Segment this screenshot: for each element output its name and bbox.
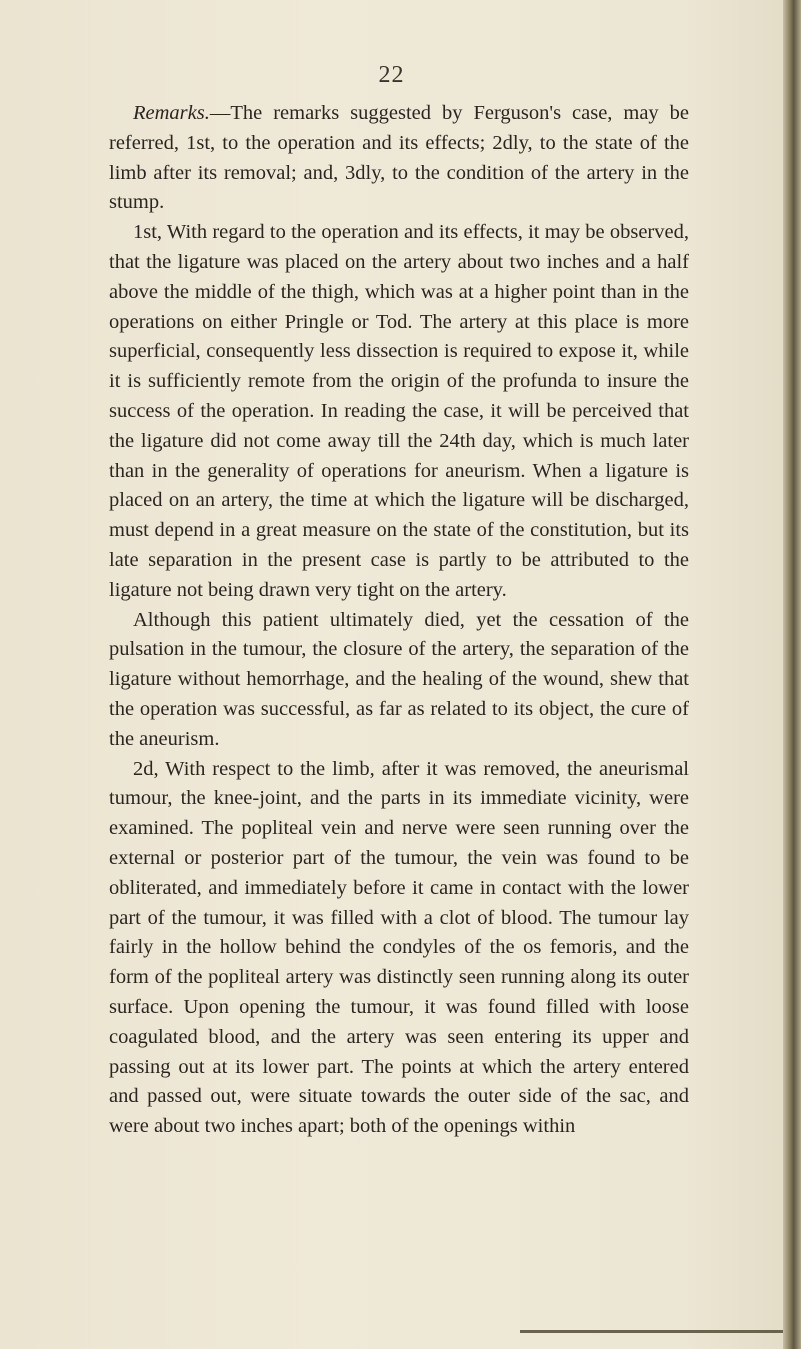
bottom-rule: [520, 1330, 783, 1333]
page-number: 22: [378, 62, 405, 88]
paragraph-operation: 1st, With regard to the operation and its effects, it may be observed, that the ligature was placed on the artery about two inches and a half above the middle of the thigh, which was at a higher point than in the operations on either Pringle or Tod. The artery at this place is more superficial, consequently less dissection is required to expose it, while it is sufficiently remote from the origin of the profunda to insure the success of the operation. In reading the case, it will be perceived that the ligature did not come away till the 24th day, which is much later than in the generality of operations for aneurism. When a ligature is placed on an artery, the time at which the ligature will be discharged, must depend in a great measure on the state of the constitution, but its late separation in the present case is partly to be attributed to the ligature not being drawn very tight on the artery.: [109, 221, 689, 601]
page-edge-shadow: [783, 0, 801, 1349]
paragraph-remarks-text: —The remarks suggested by Ferguson's case, may be referred, 1st, to the operation and its effects; 2dly, to the state of the limb after its removal; and, 3dly, to the condition of the artery in the stump.: [109, 102, 689, 214]
body-text: [109, 99, 689, 1142]
paragraph-remarks: [109, 99, 689, 218]
paragraph-limb: 2d, With respect to the limb, after it was removed, the aneurismal tumour, the knee-joint, and the parts in its immediate vicinity, were examined. The popliteal vein and nerve were seen running over the external or posterior part of the tumour, the vein was found to be obliterated, and immediately before it came in contact with the lower part of the tumour, it was filled with a clot of blood. The tumour lay fairly in the hollow behind the condyles of the os femoris, and the form of the popliteal artery was distinctly seen running along its outer surface. Upon opening the tumour, it was found filled with loose coagulated blood, and the artery was seen entering its upper and passing out at its lower part. The points at which the artery entered and passed out, were situate towards the outer side of the sac, and were about two inches apart; both of the openings within: [109, 757, 689, 1138]
paragraph-outcome: Although this patient ultimately died, yet the cessation of the pulsation in the tumour, the closure of the artery, the separation of the ligature without hemorrhage, and the healing of the wound, shew that the operation was successful, as far as related to its object, the cure of the aneurism.: [109, 608, 689, 750]
remarks-label: Remarks.: [133, 102, 210, 124]
